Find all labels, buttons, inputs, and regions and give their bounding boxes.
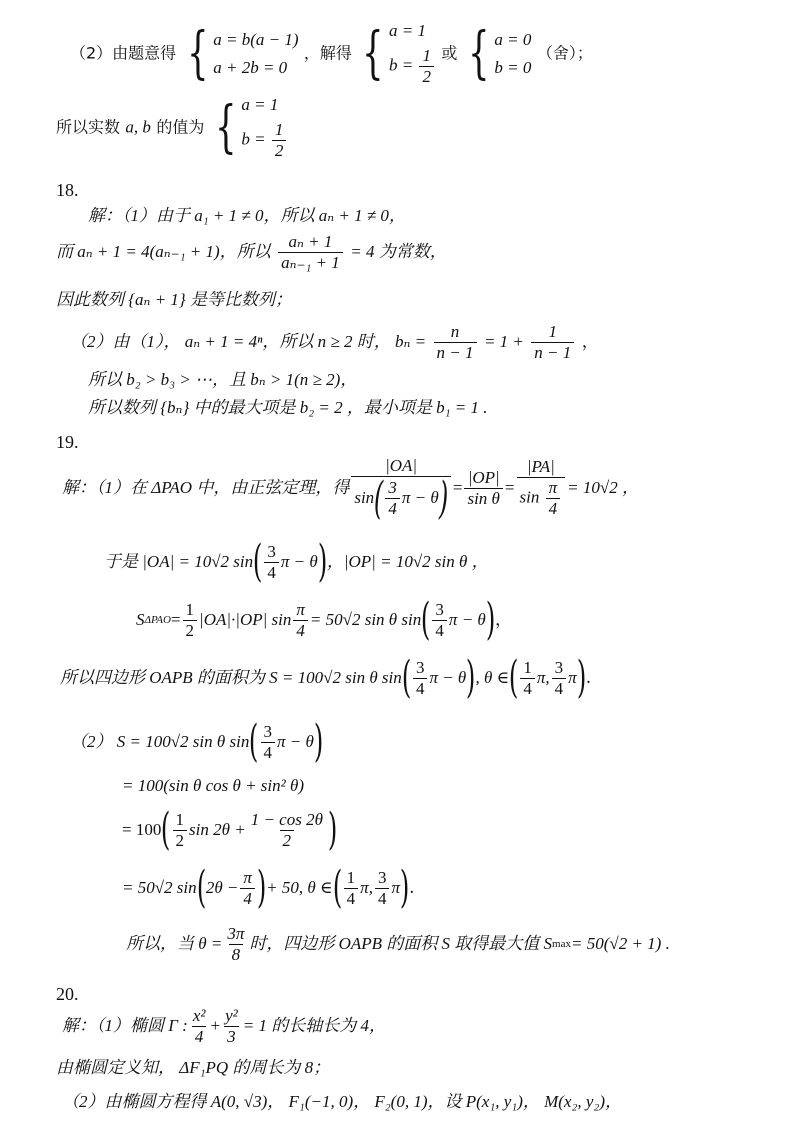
text: = 50√2 sin: [122, 878, 197, 897]
p18-line2: [56, 232, 447, 273]
text: sin 2θ +: [189, 820, 246, 839]
denominator: 4: [261, 742, 276, 763]
fraction: [546, 478, 561, 519]
fraction: [173, 810, 188, 851]
numerator: 1: [346, 867, 356, 887]
denominator: 4: [240, 888, 255, 909]
numerator: x²: [192, 1005, 206, 1025]
left-brace-icon: {: [467, 21, 490, 86]
solution-system: [210, 92, 289, 164]
text: .: [409, 878, 415, 898]
text: 而 aₙ + 1 = 4(aₙ₋₁ + 1)，所以: [56, 242, 271, 261]
text: （舍）；: [536, 43, 593, 63]
equation: a = 0: [494, 30, 532, 49]
denominator: 4: [375, 888, 390, 909]
sin: sin: [354, 487, 375, 507]
denominator: sin θ: [464, 488, 502, 509]
text: 解：（1）在 ΔPAO 中，由正弦定理，得: [62, 478, 350, 497]
numerator: n: [450, 322, 460, 341]
numerator: |OP|: [467, 467, 500, 487]
numerator: y²: [225, 1005, 238, 1025]
denominator: 2: [183, 620, 198, 641]
fraction: [248, 810, 326, 851]
denominator: n − 1: [531, 342, 574, 363]
fraction: [351, 455, 451, 524]
text: S: [136, 610, 145, 629]
paren-icon: ): [438, 472, 449, 524]
text: π,: [360, 878, 373, 897]
p20-line3: （2）由椭圆方程得 A(0, √3)， F₁(−1, 0)， F₂(0, 1)，设 P(x₁, y₁)， M(x₂, y₂)，: [62, 1092, 623, 1111]
fraction: [375, 868, 390, 909]
fraction: [240, 868, 255, 909]
text: = 50(√2 + 1) .: [571, 934, 670, 953]
text: 所以，当 θ =: [126, 934, 223, 953]
solution-system: [357, 18, 436, 90]
problem-number: 19.: [56, 432, 79, 452]
p17-line1: [70, 18, 593, 87]
denominator: n − 1: [434, 342, 477, 363]
text: = 100: [122, 820, 162, 839]
fraction: [224, 924, 247, 965]
numerator: |OA|: [385, 455, 418, 475]
p19-part2-line3: = 100 ( $\frac{1}{2}$ sin 2θ + $\frac{1 - \cos 2\theta}{2}$ ): [122, 804, 338, 855]
text: = 4 为常数，: [350, 242, 447, 261]
fraction: [278, 232, 343, 273]
equation: b =: [241, 129, 266, 149]
denominator: 4: [344, 888, 359, 909]
variable: a, b: [125, 117, 151, 137]
denominator: [351, 472, 451, 524]
text: 解：（1）椭圆 Γ :: [62, 1016, 188, 1035]
numerator: 1 − cos 2θ: [250, 809, 323, 829]
text: |OA|·|OP| sin: [199, 610, 292, 629]
text: 于是 |OA| = 10√2 sin: [104, 552, 254, 571]
fraction: [517, 457, 566, 519]
system-of-equations: [182, 21, 299, 86]
numerator: π: [548, 478, 558, 497]
p18-line6: 所以数列 {bₙ} 中的最大项是 b₂ = 2 ，最小项是 b₁ = 1 .: [88, 398, 488, 417]
fraction: [344, 868, 359, 909]
numerator: 3: [263, 721, 273, 741]
equation: a = 1: [241, 94, 279, 114]
subscript: max: [552, 938, 571, 950]
rejected-system: [463, 21, 532, 86]
numerator: 1: [274, 120, 284, 140]
text: π: [568, 668, 577, 687]
numerator: π: [296, 599, 305, 619]
p19-line1: 解：（1）在 ΔPAO 中，由正弦定理，得 |OA| sin( $\frac{3}{4}$ π − θ) = $\frac{|OP|}{\text{sin θ}}$ = |PA| sin $\frac{\pi}{4}$ = 10√2 ，: [62, 455, 639, 524]
denominator: 4: [520, 678, 535, 699]
left-brace-icon: {: [186, 21, 209, 86]
fraction: [261, 722, 276, 763]
numerator: 1: [548, 322, 558, 341]
text: π − θ: [448, 610, 486, 629]
denominator: [517, 477, 566, 519]
numerator: 3π: [227, 923, 245, 943]
numerator: aₙ + 1: [288, 232, 333, 251]
denominator: 2: [173, 830, 188, 851]
text: π,: [536, 668, 550, 687]
text: ，解得: [303, 43, 352, 63]
numerator: 1: [175, 809, 185, 829]
fraction: [222, 1006, 241, 1047]
denominator: 4: [432, 620, 447, 641]
p19-part2-line5: [126, 922, 670, 966]
text: （2） S = 100√2 sin θ sin: [70, 732, 250, 751]
text: 的值为: [156, 117, 205, 137]
equation: b =: [388, 55, 414, 75]
p18-line3: 因此数列 {aₙ + 1} 是等比数列；: [56, 290, 292, 309]
denominator: aₙ₋₁ + 1: [278, 252, 343, 273]
text: π: [391, 878, 400, 897]
fraction: [552, 658, 567, 699]
left-brace-icon: {: [214, 95, 237, 160]
left-brace-icon: {: [362, 21, 384, 86]
p19-line2: 于是 |OA| = 10√2 sin ( $\frac{3}{4}$ π − θ ) ，|OP| = 10√2 sin θ ，: [104, 536, 489, 587]
p19-line4: 所以四边形 OAPB 的面积为 S = 100√2 sin θ sin ( $\frac{3}{4}$ π − θ ) , θ ∈ ( $\frac{1}{4}$ π, $\frac{3}{4}$ π ) .: [60, 652, 592, 703]
fraction: [272, 120, 287, 161]
text: .: [585, 668, 592, 688]
denominator: 2: [280, 830, 295, 851]
text: π − θ: [277, 732, 314, 751]
text: 所以四边形 OAPB 的面积为 S = 100√2 sin θ sin: [60, 668, 402, 687]
fraction: [432, 600, 447, 641]
text: ，|OP| = 10√2 sin θ ，: [326, 552, 489, 571]
text: = 1 的长轴长为 4，: [242, 1016, 386, 1035]
denominator: 2: [272, 140, 287, 161]
p18-line5: 所以 b₂ > b₃ > ⋯，且 bₙ > 1(n ≥ 2)，: [88, 370, 358, 389]
fraction: [413, 658, 428, 699]
p19-line3: S ΔPAO = $\frac{1}{2}$ |OA|·|OP| sin $\frac{\pi}{4}$ = 50√2 sin θ sin ( $\frac{3}{4}$ π − θ ) ，: [136, 594, 512, 645]
text: ，: [494, 610, 512, 630]
denominator: 2: [419, 66, 434, 87]
text: π − θ: [401, 487, 439, 507]
denominator: 4: [413, 678, 428, 699]
equation: a = 1: [388, 20, 426, 40]
denominator: 4: [385, 498, 400, 519]
sin: sin: [519, 487, 540, 507]
fraction: [434, 322, 477, 363]
fraction: [385, 478, 400, 519]
equation: b = 0: [494, 58, 532, 77]
text: π − θ: [429, 668, 467, 687]
numerator: 1: [523, 657, 532, 677]
denominator: 4: [293, 620, 308, 641]
fraction: [520, 658, 535, 699]
text: = 50√2 sin θ sin: [309, 610, 422, 629]
numerator: 3: [267, 541, 276, 561]
text: 2θ −: [205, 878, 239, 897]
text: π − θ: [280, 552, 318, 571]
problem-number: 18.: [56, 180, 79, 200]
p19-part2-line4: = 50√2 sin ( 2θ − $\frac{\pi}{4}$ ) + 50, θ ∈ ( $\frac{1}{4}$ π, $\frac{3}{4}$ π ) .: [122, 862, 415, 913]
fraction: [419, 46, 434, 87]
text: 或: [441, 43, 458, 63]
p19-part2-line1: （2） S = 100√2 sin θ sin ( $\frac{3}{4}$ π − θ ): [70, 716, 324, 767]
subscript: ΔPAO: [144, 614, 171, 626]
text: = 10√2 ，: [567, 478, 639, 497]
numerator: 1: [185, 599, 195, 619]
p20-line2: 由椭圆定义知， ΔF₁PQ 的周长为 8；: [56, 1058, 331, 1077]
p19-part2-line2: = 100(sin θ cos θ + sin² θ): [122, 776, 305, 795]
fraction: [190, 1006, 209, 1047]
denominator: 4: [552, 678, 567, 699]
fraction: [183, 600, 198, 641]
numerator: 1: [422, 46, 431, 66]
denominator: 3: [224, 1026, 239, 1047]
numerator: 3: [435, 599, 444, 619]
denominator: 4: [264, 562, 279, 583]
text: （2）由（1）， aₙ + 1 = 4ⁿ，所以 n ≥ 2 时， bₙ =: [70, 332, 427, 351]
p18-line4: [70, 322, 599, 363]
text: 所以实数: [56, 117, 121, 137]
denominator: 4: [192, 1026, 207, 1047]
numerator: 3: [388, 478, 397, 497]
p18-line1: 解：（1）由于 a₁ + 1 ≠ 0，所以 aₙ + 1 ≠ 0，: [88, 206, 406, 225]
numerator: |PA|: [526, 457, 555, 476]
text: + 50, θ ∈: [266, 878, 333, 897]
numerator: 3: [415, 657, 425, 677]
fraction: [531, 322, 574, 363]
text: = 1 +: [483, 332, 524, 351]
problem-number: 20.: [56, 984, 79, 1004]
p20-line1: [62, 1004, 386, 1048]
numerator: 3: [377, 867, 387, 887]
denominator: 4: [546, 498, 561, 519]
fraction: [293, 600, 308, 641]
denominator: 8: [229, 944, 244, 965]
text: , θ ∈: [475, 668, 510, 687]
text: ，: [581, 332, 599, 352]
p17-part2-intro: （2）由题意得: [70, 43, 177, 63]
numerator: π: [243, 867, 252, 887]
numerator: 3: [554, 657, 564, 677]
text: 时，四边形 OAPB 的面积 S 取得最大值 S: [249, 934, 553, 953]
equation: a = b(a − 1): [213, 30, 299, 49]
equation: a + 2b = 0: [213, 58, 288, 77]
fraction: [464, 468, 502, 509]
p17-conclusion: [56, 92, 288, 164]
paren-icon: (: [374, 472, 384, 524]
text: +: [210, 1016, 221, 1035]
text: =: [170, 610, 181, 629]
fraction: [264, 542, 279, 583]
